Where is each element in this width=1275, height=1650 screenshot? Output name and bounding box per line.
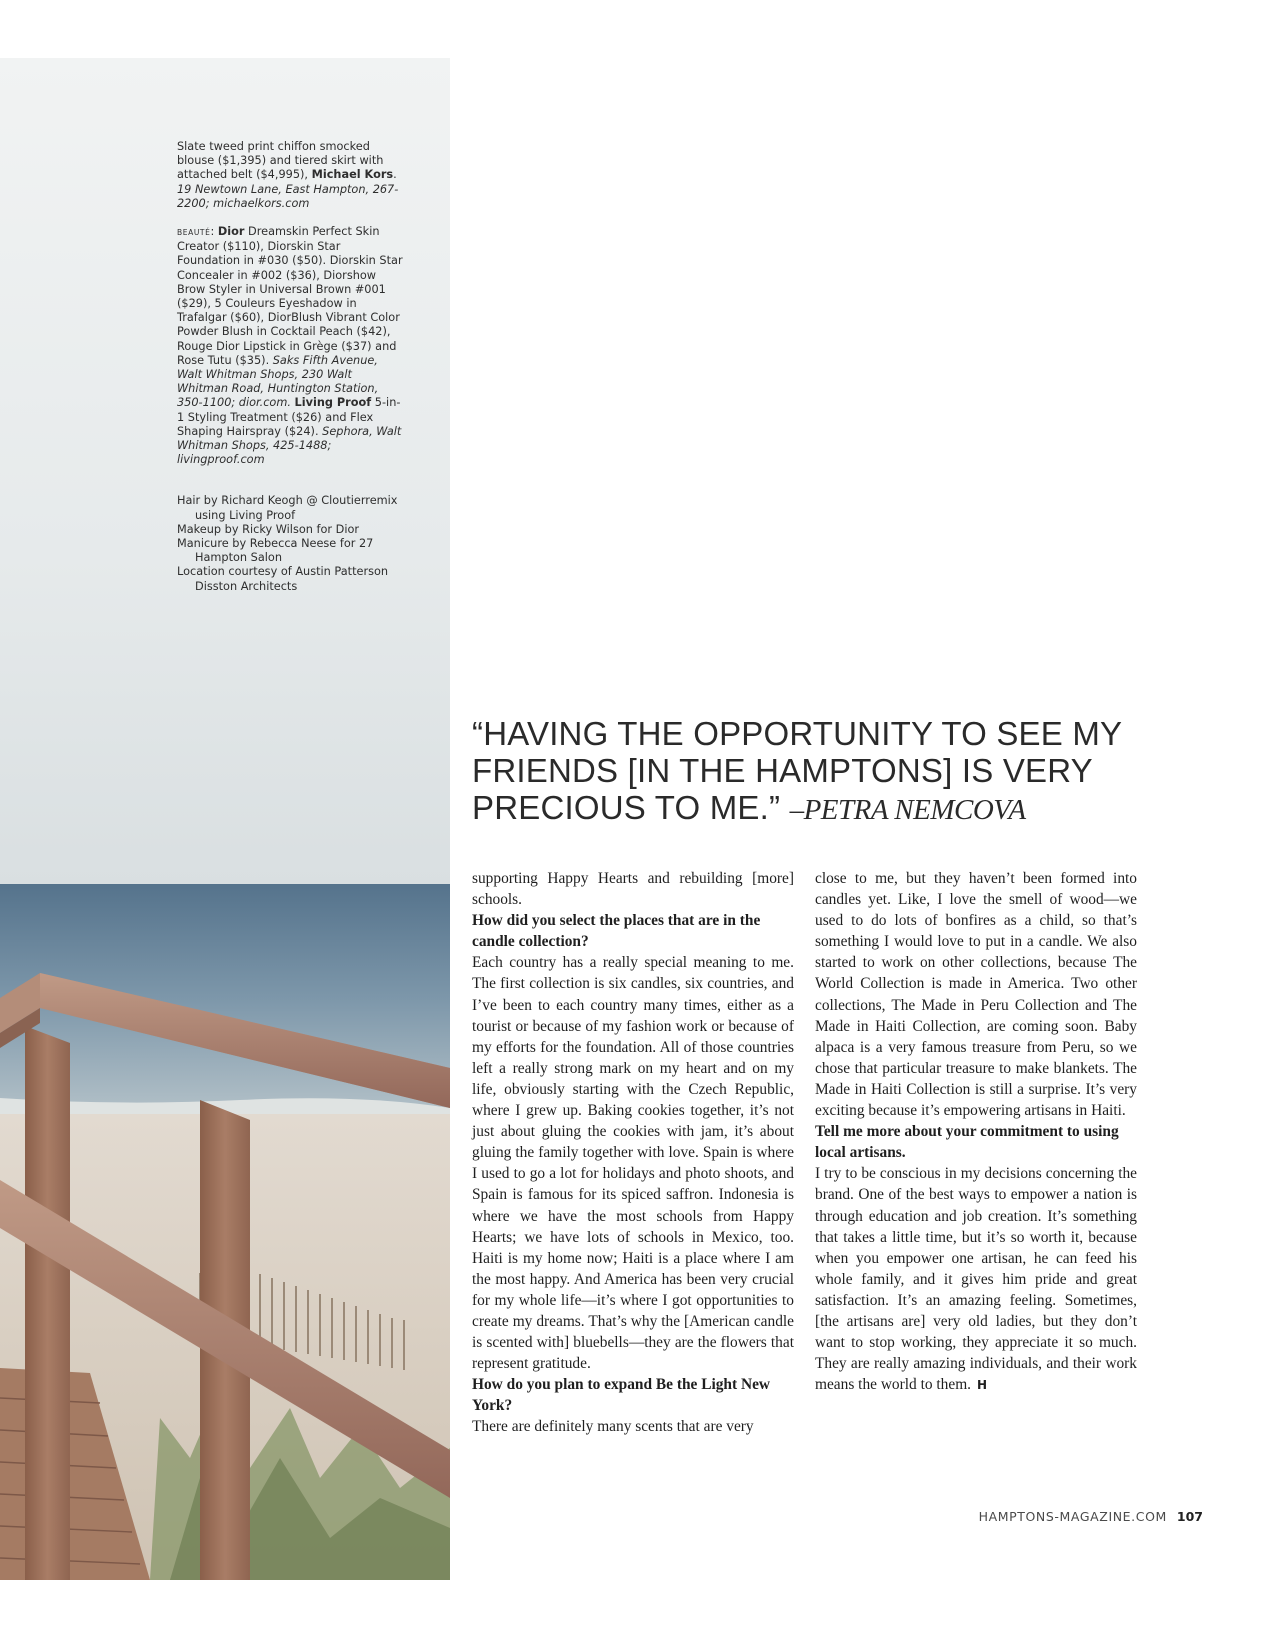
living-proof-brand: Living Proof: [294, 396, 372, 410]
interview-answer-start: There are definitely many scents that are very: [472, 1418, 754, 1436]
interview-answer-text: I try to be conscious in my decisions concerning the brand. One of the best ways to empower a nation is through education and job creation. It’s something that takes a little time, but it’s so worth it, because when you empower one artisan, he can feed his whole family, and it gives him pride and great satisfaction. It’s an amazing feeling. Sometimes, [the artisans are] very old ladies, but they don’t want to stop working, they appreciate it so much. They are really amazing individuals, and their work means the world to them.: [815, 1165, 1137, 1394]
location-credit: Location courtesy of Austin Patterson Disston Architects: [177, 565, 389, 593]
article-paragraph: supporting Happy Hearts and rebuilding [more] schools.: [472, 870, 794, 909]
page-footer: [979, 1509, 1203, 1524]
outfit-address: 19 Newtown Lane, East Hampton, 267-2200; michaelkors.com: [177, 182, 399, 210]
sephora-address: Sephora, Walt Whitman Shops, 425-1488; livingproof.com: [177, 424, 402, 467]
pull-quote-attribution: –PETRA NEMCOVA: [789, 794, 1026, 826]
makeup-credit: Makeup by Ricky Wilson for Dior: [177, 522, 360, 536]
outfit-description: Slate tweed print chiffon smocked blouse ($1,395) and tiered skirt with attached belt ($4,995),: [177, 140, 384, 182]
beaute-credit: [177, 225, 403, 467]
dior-address: Saks Fifth Avenue, Walt Whitman Shops, 230 Walt Whitman Road, Huntington Station, 350-1100; dior.com.: [177, 353, 379, 410]
article-column-left: [472, 868, 794, 1438]
end-mark-icon: H: [977, 1378, 988, 1393]
staff-credits: [177, 494, 403, 593]
living-proof-products: 5-in-1 Styling Treatment ($26) and Flex Shaping Hairspray ($24).: [177, 396, 401, 438]
beaute-label: BEAUTÉ: [177, 228, 211, 238]
article-column-right: [815, 868, 1137, 1396]
footer-site: HAMPTONS-MAGAZINE.COM: [978, 1509, 1167, 1524]
outfit-credit: [177, 140, 403, 211]
dior-products: Dreamskin Perfect Skin Creator ($110), Diorskin Star Foundation in #030 ($50). Diorskin Star Concealer in #002 ($36), Diorshow Brow Styler in Universal Brown #001 ($29), 5 Couleurs Eyeshadow in Trafalgar ($60), DiorBlush Vibrant Color Powder Blush in Cocktail Peach ($42), Rouge Dior Lipstick in Grège ($37) and Rose Tutu ($35).: [177, 225, 403, 367]
interview-answer: Each country has a really special meaning to me. The first collection is six candles, six countries, and I’ve been to each country many times, either as a tourist or because of my fashion work or because of my efforts for the foundation. All of those countries left a really strong mark on my heart and on my life, obviously starting with the Czech Republic, where I grew up. Baking cookies together, it’s not just about gluing the cookies with jam, it’s about gluing the family together with love. Spain is where I used to go a lot for holidays and photo shoots, and Spain is famous for its spiced saffron. Indonesia is where we have the most schools from Happy Hearts; we have lots of schools in Mexico, too. Haiti is my home now; Haiti is a place where I am the most happy. And America has been very crucial for my whole life—it’s where I got opportunities to create my dreams. That’s why the [American candle is scented with] bluebells—they are the flowers that represent gratitude.: [472, 954, 794, 1373]
beaute-colon: :: [210, 225, 218, 239]
dior-brand: Dior: [217, 225, 245, 239]
outfit-brand: Michael Kors: [311, 168, 394, 182]
page-number: 107: [1176, 1509, 1203, 1524]
interview-answer-continued: close to me, but they haven’t been formed into candles yet. Like, I love the smell of wood—we used to do lots of bonfires as a child, so that’s something I would love to put in a candle. We also started to work on other collections, because The World Collection is made in America. Two other collections, The Made in Peru Collection and The Made in Haiti Collection, are coming soon. Baby alpaca is a very famous treasure from Peru, so we chose that particular treasure to make blankets. The Made in Haiti Collection is still a surprise. It’s very exciting because it’s empowering artisans in Haiti.: [815, 870, 1137, 1120]
manicure-credit: Manicure by Rebecca Neese for 27 Hampton Salon: [177, 537, 374, 565]
outfit-separator: .: [393, 168, 397, 182]
interview-question: Tell me more about your commitment to using local artisans.: [815, 1123, 1119, 1162]
pull-quote-text: “HAVING THE OPPORTUNITY TO SEE MY FRIENDS [IN THE HAMPTONS] IS VERY PRECIOUS TO ME.”: [472, 715, 1122, 826]
pull-quote: [472, 715, 1172, 829]
interview-answer: [815, 1163, 1137, 1396]
hair-credit: Hair by Richard Keogh @ Cloutierremix using Living Proof: [177, 494, 398, 522]
interview-question: How did you select the places that are in the candle collection?: [472, 912, 761, 951]
photo-credits: [177, 140, 403, 594]
interview-question: How do you plan to expand Be the Light New York?: [472, 1376, 771, 1415]
